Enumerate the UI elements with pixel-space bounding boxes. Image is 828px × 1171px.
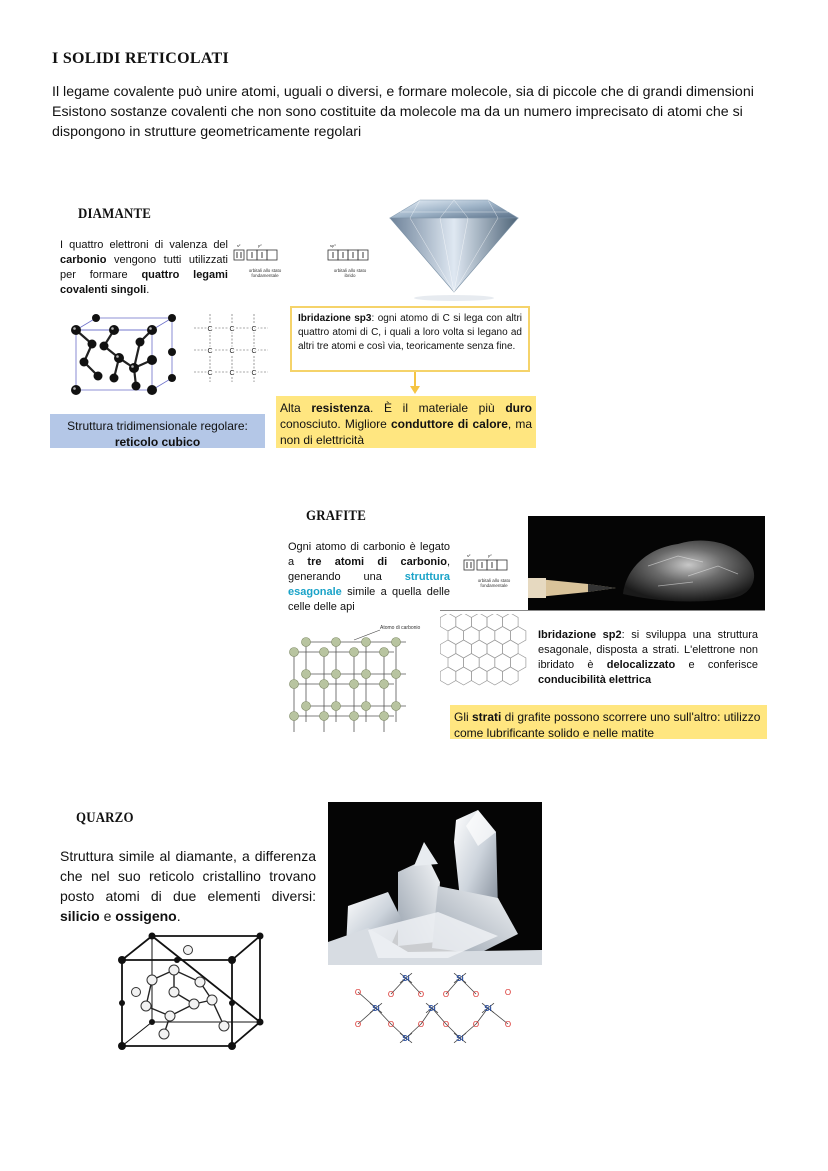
hexagon-cell — [471, 614, 487, 631]
grafite-sp2-text: Ibridazione sp2: si sviluppa una struttura esagonale, disposta a strati. L'elettrone non ibridato è delocalizzato e conferisce conducibilità elettrica — [538, 629, 758, 686]
intro-text — [52, 82, 772, 142]
oxygen-symbol: O — [387, 1020, 395, 1029]
hexagon-cell — [456, 640, 472, 658]
grafite-description: Ogni atomo di carbonio è legato a tre atomi di carbonio, generando una struttura esagonale simile a quella delle celle delle api — [288, 541, 450, 613]
hexagon-cell — [503, 667, 518, 685]
diamante-description: I quattro elettroni di valenza del carbonio vengono tutti utilizzati per formare quattro legami covalenti singoli. — [60, 239, 228, 296]
grafite-orbital-label: orbitali allo stato fondamentale — [477, 578, 511, 588]
hexagon-cell — [456, 614, 472, 631]
hexagon-cell — [440, 667, 456, 685]
quarzo-heading: QUARZO — [76, 810, 134, 826]
hexagon-cell — [487, 667, 503, 685]
hexagon-cell — [495, 654, 511, 672]
hexagon-cell — [510, 627, 526, 645]
hexagon-cell — [495, 627, 511, 645]
carbon-symbol: C — [251, 370, 257, 377]
oxygen-symbol: O — [417, 1020, 425, 1029]
carbon-symbol: C — [207, 326, 213, 333]
svg-text:s²: s² — [467, 553, 471, 558]
hexagon-cell — [456, 667, 472, 685]
intro-paragraph-2: Esistono sostanze covalenti che non sono costituite da molecole ma da un numero imprecisato di atomi che si dispongono in strutture geometricamente regolari — [52, 104, 743, 140]
silicon-symbol: Si — [484, 1004, 492, 1013]
hexagon-cell — [440, 614, 456, 631]
hexagon-cell — [440, 640, 456, 658]
oxygen-symbol: O — [472, 1020, 480, 1029]
diamante-lattice-symbols — [207, 326, 256, 377]
oxygen-symbol: O — [472, 990, 480, 999]
intro-paragraph-1: Il legame covalente può unire atomi, uguali o diversi, e formare molecole, sia di piccole che di grandi dimensioni — [52, 84, 754, 100]
oxygen-symbol: O — [442, 990, 450, 999]
oxygen-symbol: O — [354, 1020, 362, 1029]
diamante-sp3-box: Ibridazione sp3: ogni atomo di C si lega con altri quattro atomi di C, i quali a loro volta si legano ad altri tre atomi e così via, teoricamente senza fine. — [290, 306, 530, 372]
diamante-cubic-lattice-model — [64, 312, 182, 396]
hexagon-cell — [479, 654, 495, 672]
hexagon-cell — [487, 640, 503, 658]
hexagon-cell — [464, 627, 480, 645]
hexagon-cell — [510, 654, 526, 672]
hexagon-cell — [471, 640, 487, 658]
graphite-hexagonal-network — [440, 614, 532, 698]
hexagon-cell — [464, 654, 480, 672]
silicon-symbol: Si — [402, 1034, 410, 1043]
graphite-photo — [528, 516, 765, 610]
silicon-symbol: Si — [456, 1034, 464, 1043]
oxygen-symbol: O — [504, 988, 512, 997]
quartz-crystal-photo — [328, 802, 542, 965]
hexagon-cell — [503, 640, 518, 658]
hexagon-cell — [471, 667, 487, 685]
silicon-symbol: Si — [402, 974, 410, 983]
carbon-symbol: C — [229, 370, 235, 377]
carbon-symbol: C — [229, 348, 235, 355]
hexagon-cell — [448, 627, 464, 645]
grafite-note-box: Gli strati di grafite possono scorrere uno sull'altro: utilizzo come lubrificante solido e nelle matite — [450, 705, 767, 739]
graphite-layer-lattice-model — [284, 626, 416, 738]
oxygen-symbol: O — [442, 1020, 450, 1029]
diamante-orbital-label-1: orbitali allo stato fondamentale — [248, 268, 282, 278]
carbon-symbol: C — [207, 370, 213, 377]
silicon-symbol: Si — [428, 1004, 436, 1013]
carbon-symbol: C — [229, 326, 235, 333]
hexagon-cell — [479, 627, 495, 645]
hexagon-cell — [487, 614, 503, 631]
oxygen-symbol: O — [417, 990, 425, 999]
divider-line — [440, 610, 765, 611]
oxygen-symbol: O — [504, 1020, 512, 1029]
oxygen-symbol: O — [354, 988, 362, 997]
hexagon-cell — [503, 614, 518, 631]
carbon-atom-label: Atomo di carbonio — [380, 625, 421, 631]
carbon-symbol: C — [251, 348, 257, 355]
down-arrow-icon — [408, 372, 422, 396]
hexagon-cell — [448, 654, 464, 672]
quartz-cubic-lattice-model — [112, 930, 268, 1052]
silicon-symbol: Si — [456, 974, 464, 983]
carbon-symbol: C — [251, 326, 257, 333]
silicon-symbol: Si — [372, 1004, 380, 1013]
page-title: I SOLIDI RETICOLATI — [52, 50, 230, 67]
carbon-symbol: C — [207, 348, 213, 355]
diamante-orbital-label-2: orbitali allo stato ibrido — [333, 268, 367, 278]
grafite-heading: GRAFITE — [306, 508, 366, 524]
diamante-properties-box: Alta resistenza. È il materiale più duro conosciuto. Migliore conduttore di calore, ma non di elettricità — [276, 396, 536, 448]
quarzo-description: Struttura simile al diamante, a differenza che nel suo reticolo cristallino trovano posto atomi di due elementi diversi: silicio e ossigeno. — [60, 848, 316, 924]
quartz-si-o-network — [336, 966, 526, 1050]
diamante-lewis-lattice — [192, 312, 270, 384]
svg-text:p²: p² — [488, 553, 492, 558]
oxygen-symbol: O — [387, 990, 395, 999]
svg-text:sp³: sp³ — [330, 243, 336, 248]
diamond-gem-image — [370, 196, 538, 306]
grafite-orbital-diagram — [462, 552, 522, 574]
svg-text:p²: p² — [258, 243, 262, 248]
diamante-structure-box: Struttura tridimensionale regolare: reticolo cubico — [50, 414, 265, 448]
svg-text:s²: s² — [237, 243, 241, 248]
diamante-heading: DIAMANTE — [78, 206, 152, 222]
